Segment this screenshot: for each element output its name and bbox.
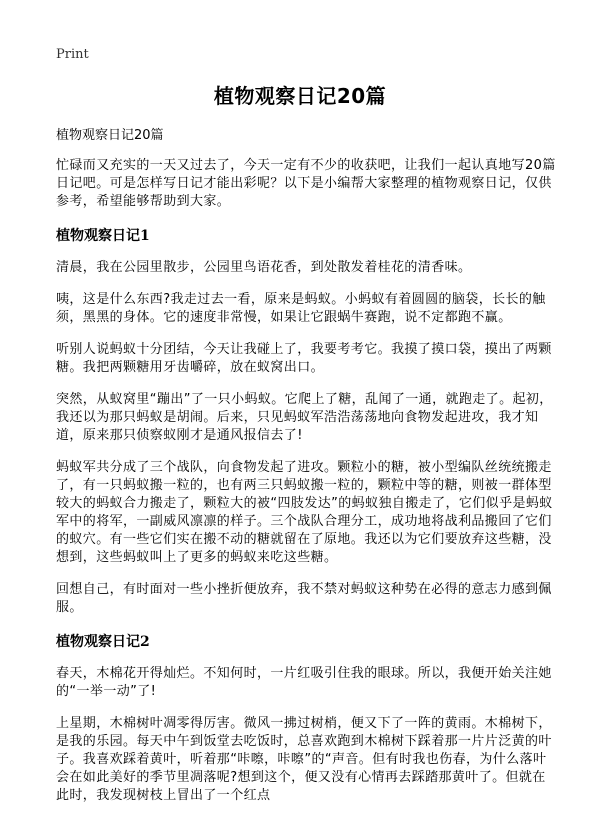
- paragraph: 蚂蚁军共分成了三个战队，向食物发起了进攻。颗粒小的糖，被小型编队丝统统搬走了，有一只蚂蚁搬一粒的，也有两三只蚂蚁搬一粒的，颗粒中等的糖，则被一群体型较大的蚂蚁合力搬走了，颗粒大的被“四肢发达”的蚂蚁独自搬走了，它们似乎是蚂蚁军中的将军，一副威风凛凛的样子。三个战队合理分工，成功地将战利品搬回了它们的蚁穴。有一些它们实在搬不动的糖就留在了原地。我还以为它们要放弃这些糖，没想到，这些蚂蚁叫上了更多的蚂蚁来吃这些糖。: [56, 460, 553, 565]
- page-title: 植物观察日记20篇: [213, 84, 387, 108]
- section-heading: 植物观察日记2: [56, 634, 150, 650]
- article-body: [56, 124, 556, 819]
- paragraph: 上星期，木棉树叶凋零得厉害。微风一拂过树梢，便又下了一阵的黄雨。木棉树下，是我的乐园。每天中午到饭堂去吃饭时，总喜欢跑到木棉树下踩着那一片片泛黄的叶子。我喜欢踩着黄叶，听着那“咔嚓，咔嚓”的“声音。但有时我也伤春，为什么落叶会在如此美好的季节里凋落呢?想到这个，便又没有心情再去踩踏那黄叶了。但就在此时，我发现树枝上冒出了一个红点: [56, 716, 552, 803]
- section-heading: 植物观察日记1: [56, 228, 150, 244]
- section-1: [56, 225, 556, 617]
- paragraph: 回想自己，有时面对一些小挫折便放弃，我不禁对蚂蚁这种势在必得的意志力感到佩服。: [56, 582, 552, 615]
- print-link[interactable]: Print: [56, 47, 89, 62]
- paragraph: 咦，这是什么东西?我走过去一看，原来是蚂蚁。小蚂蚁有着圆圆的脑袋，长长的触须，黑黑的身体。它的速度非常慢，如果让它跟蜗牛赛跑，说不定都跑不赢。: [56, 292, 546, 325]
- paragraph: 突然，从蚁窝里“蹦出”了一只小蚂蚁。它爬上了糖，乱闻了一通，就跑走了。起初，我还以为那只蚂蚁是胡闹。后来，只见蚂蚁军浩浩荡荡地向食物发起进攻，我才知道，原来那只侦察蚁刚才是通风报信去了!: [56, 392, 553, 443]
- section-2: [56, 631, 556, 805]
- subtitle: 植物观察日记20篇: [56, 128, 164, 143]
- paragraph: 清晨，我在公园里散步，公园里鸟语花香，到处散发着桂花的清香味。: [56, 260, 472, 275]
- paragraph: 听别人说蚂蚁十分团结，今天让我碰上了，我要考考它。我摸了摸口袋，摸出了两颗糖。我把两颗糖用牙齿嚼碎，放在蚁窝出口。: [56, 342, 552, 375]
- intro-paragraph: 忙碌而又充实的一天又过去了，今天一定有不少的收获吧，让我们一起认真地写20篇日记吧。可是怎样写日记才能出彩呢？以下是小编帮大家整理的植物观察日记，仅供参考，希望能够帮助到大家。: [56, 158, 556, 209]
- paragraph: 春天，木棉花开得灿烂。不知何时，一片红吸引住我的眼球。所以，我便开始关注她的“一举一动”了!: [56, 666, 552, 699]
